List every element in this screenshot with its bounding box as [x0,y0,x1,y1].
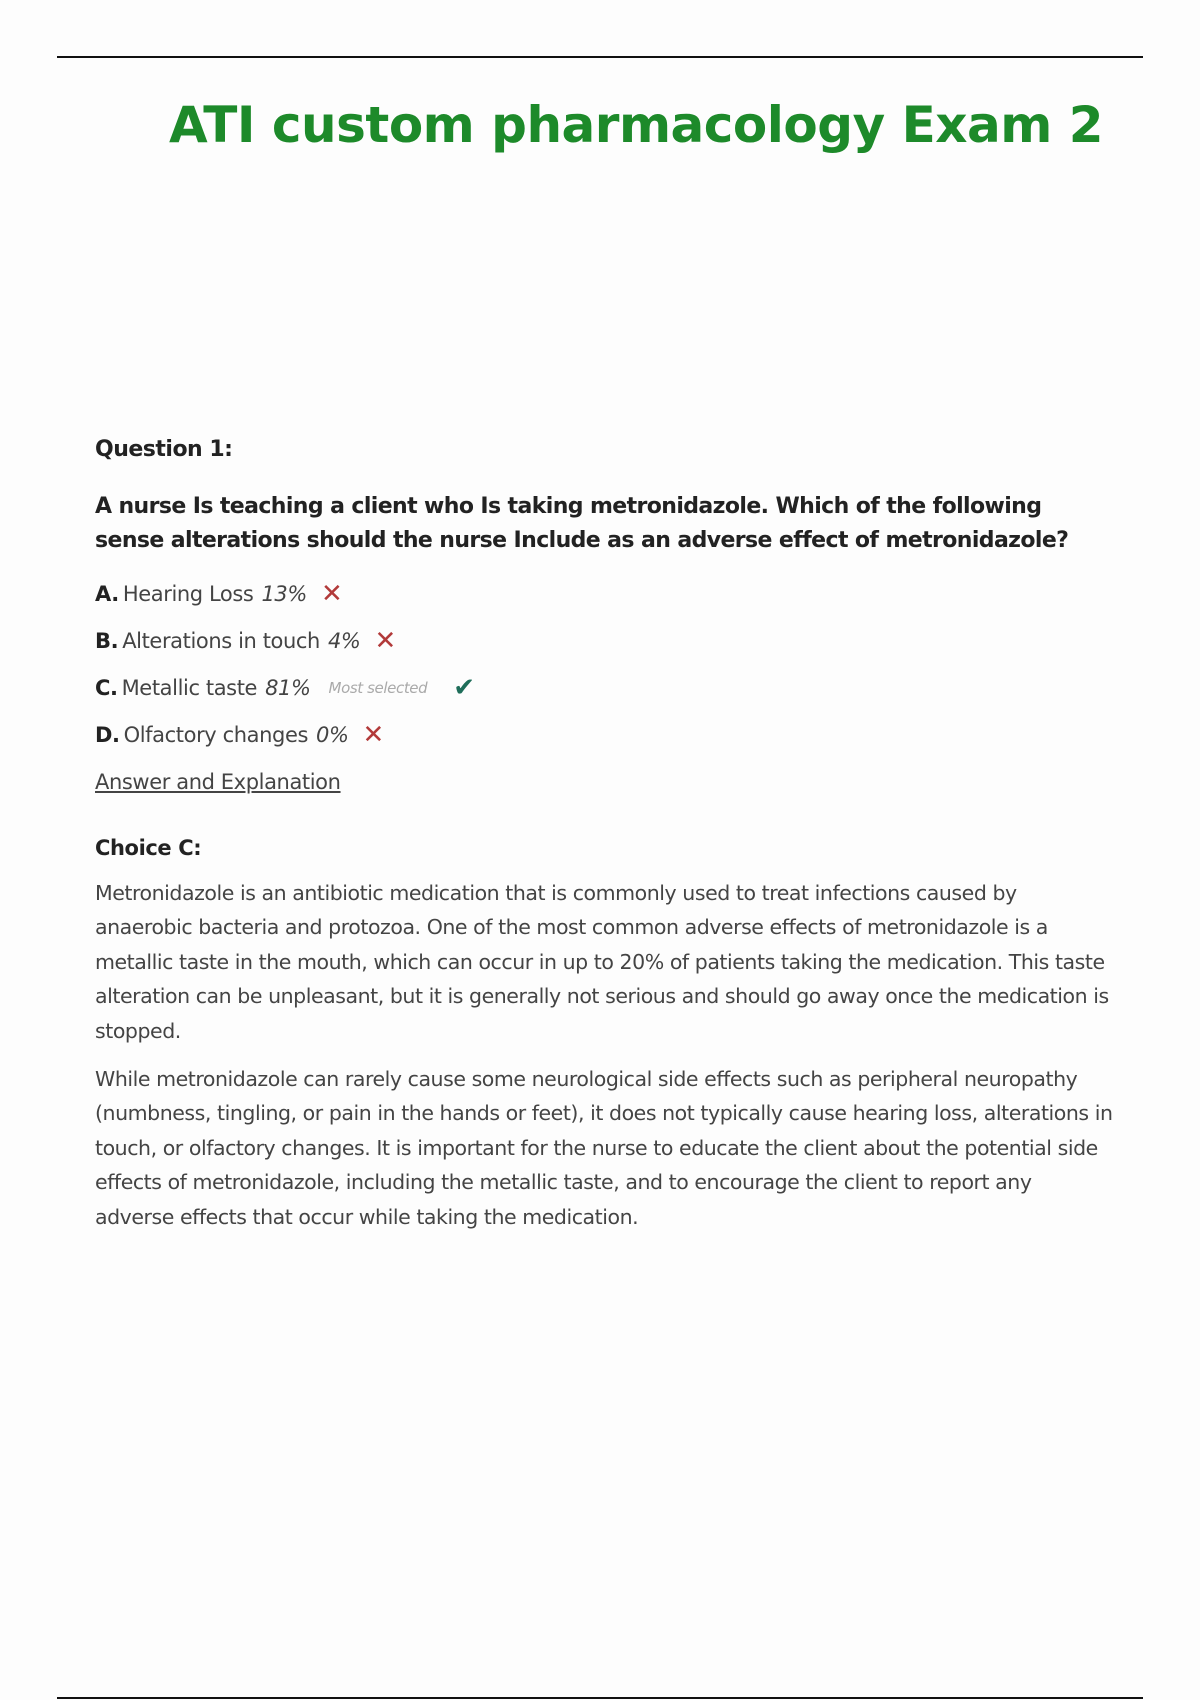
question-section [95,437,1115,1248]
answer-explanation-link[interactable]: Answer and Explanation [95,770,341,794]
option-text: Olfactory changes [123,722,309,747]
choice-heading: Choice C: [95,836,202,860]
option-percent: 0% [316,722,349,747]
cross-icon: ✕ [374,625,396,656]
question-heading: Question 1: [95,437,233,462]
option-percent: 4% [327,628,361,653]
most-selected-label: Most selected [328,678,428,697]
option-d[interactable] [95,711,1115,758]
option-text: Metallic taste [121,675,258,700]
option-text: Hearing Loss [122,581,254,606]
cross-icon: ✕ [320,578,343,609]
cross-icon: ✕ [362,719,384,750]
document-title: ATI custom pharmacology Exam 2 [168,96,1104,154]
option-c[interactable] [95,664,1115,711]
checkmark-icon: ✔ [453,672,475,703]
option-percent: 81% [265,675,311,700]
option-letter: D. [95,722,120,747]
top-divider [57,56,1143,58]
option-percent: 13% [261,581,307,606]
option-b[interactable] [95,617,1115,664]
option-text: Alterations in touch [122,628,320,653]
question-stem: A nurse Is teaching a client who Is taking metronidazole. Which of the following sense alterations should the nurse Include as an adverse effect of metronidazole? [95,494,1069,553]
option-letter: C. [95,675,118,700]
explanation-paragraph-2: While metronidazole can rarely cause some neurological side effects such as peripheral neuropathy (numbness, tingling, or pain in the hands or feet), it does not typically cause hearing loss, alterations in touch, or olfactory changes. It is important for the nurse to educate the client about the potential side effects of metronidazole, including the metallic taste, and to encourage the client to report any adverse effects that occur while taking the medication. [95,1067,1113,1229]
answer-options [95,570,1115,758]
option-letter: A. [95,581,119,606]
explanation-paragraph-1: Metronidazole is an antibiotic medication that is commonly used to treat infections caused by anaerobic bacteria and protozoa. One of the most common adverse effects of metronidazole is a metallic taste in the mouth, which can occur in up to 20% of patients taking the medication. This taste alteration can be unpleasant, but it is generally not serious and should go away once the medication is stopped. [95,881,1109,1043]
option-letter: B. [95,628,119,653]
bottom-divider [57,1697,1143,1699]
option-a[interactable] [95,570,1115,617]
